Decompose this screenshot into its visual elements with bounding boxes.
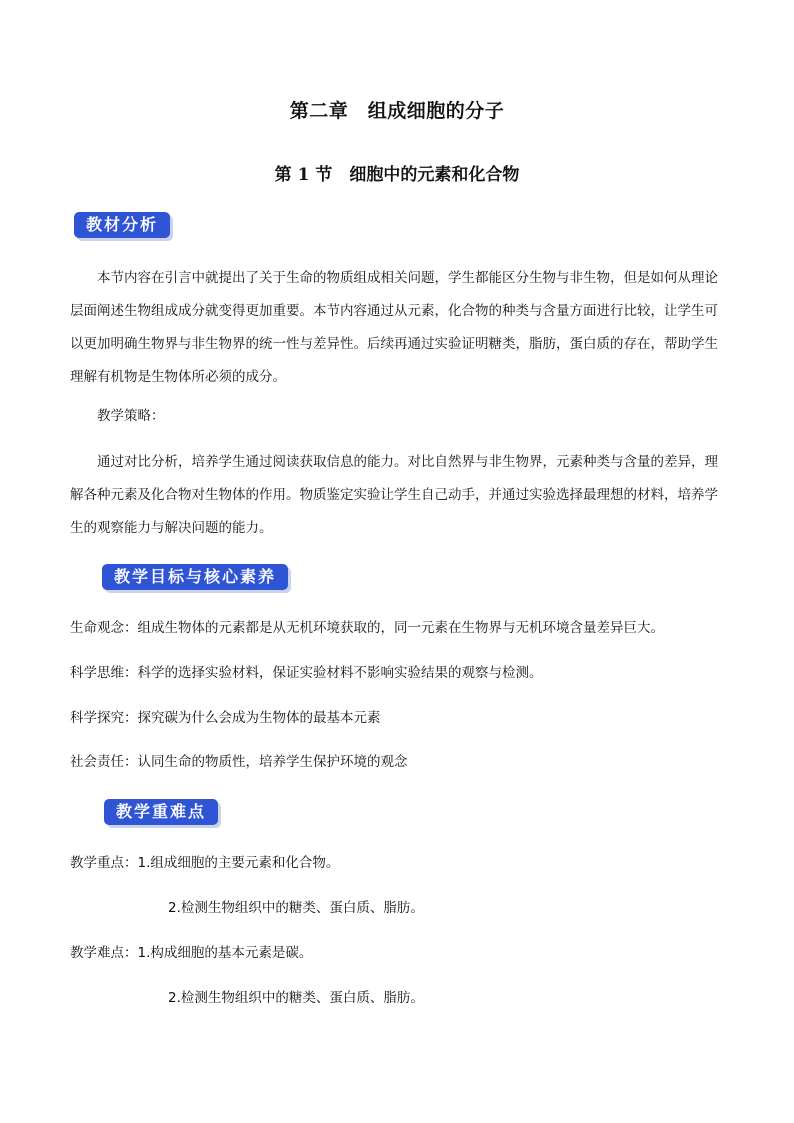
badge-keypoints: 教学重难点: [104, 799, 218, 825]
keypoint-focus-1: 教学重点：1.组成细胞的主要元素和化合物。: [70, 855, 340, 871]
goal-scientific-thinking: 科学思维：科学的选择实验材料，保证实验材料不影响实验结果的观察与检测。: [70, 665, 543, 681]
chapter-title: 第二章 组成细胞的分子: [289, 100, 505, 122]
strategy-label: 教学策略：: [97, 408, 165, 424]
section-title: 第 1 节 细胞中的元素和化合物: [274, 165, 520, 185]
goal-life-concept: 生命观念：组成生物体的元素都是从无机环境获取的，同一元素在生物界与无机环境含量差异巨大。: [70, 620, 664, 636]
strategy-paragraph: 通过对比分析，培养学生通过阅读获取信息的能力。对比自然界与非生物界，元素种类与含量的差异，理解各种元素及化合物对生物体的作用。物质鉴定实验让学生自己动手，并通过实验选择最理想的材料，培养学生的观察能力与解决问题的能力。: [70, 454, 718, 536]
goal-social-responsibility: 社会责任：认同生命的物质性，培养学生保护环境的观念: [70, 754, 408, 770]
badge-materials-analysis: 教材分析: [74, 212, 170, 238]
keypoint-difficulty-1: 教学难点：1.构成细胞的基本元素是碳。: [70, 945, 313, 961]
keypoint-focus-2: 2.检测生物组织中的糖类、蛋白质、脂肪。: [168, 900, 424, 916]
goal-scientific-inquiry: 科学探究：探究碳为什么会成为生物体的最基本元素: [70, 710, 381, 726]
badge-goals: 教学目标与核心素养: [102, 564, 288, 590]
analysis-paragraph: 本节内容在引言中就提出了关于生命的物质组成相关问题，学生都能区分生物与非生物，但是如何从理论层面阐述生物组成成分就变得更加重要。本节内容通过从元素，化合物的种类与含量方面进行比较，让学生可以更加明确生物界与非生物界的统一性与差异性。后续再通过实验证明糖类，脂肪，蛋白质的存在，帮助学生理解有机物是生物体所必须的成分。: [70, 270, 718, 385]
keypoint-difficulty-2: 2.检测生物组织中的糖类、蛋白质、脂肪。: [168, 990, 424, 1006]
